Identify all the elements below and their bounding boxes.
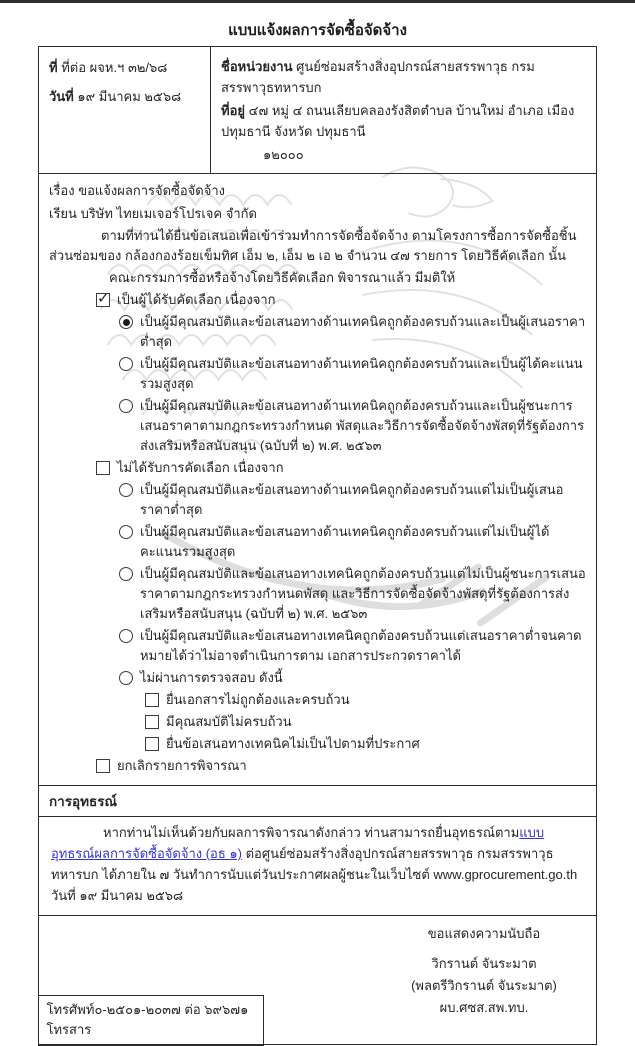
appeal-header-label: การอุทธรณ์ (49, 794, 118, 809)
date-value: ๑๙ มีนาคม ๒๕๖๘ (77, 89, 182, 104)
radio-selected-reason-2[interactable] (119, 357, 133, 371)
signer-position: ผบ.ศซส.สพ.ทบ. (439, 1000, 529, 1015)
document-title: แบบแจ้งผลการจัดซื้อจัดจ้าง (228, 22, 407, 39)
signer-name-full: (พลตรีวิกรานต์ จันระมาต) (411, 978, 557, 993)
option-row (119, 564, 586, 624)
signature-row (39, 915, 596, 1044)
ref-value: ที่ต่อ ผจห.ฯ ๓๒/๖๘ (61, 60, 168, 75)
to-value: บริษัท ไทยเมเจอร์โปรเจค จำกัด (80, 206, 257, 221)
option-row (119, 626, 586, 666)
technical-noncompliant-label: ยื่นข้อเสนอทางเทคนิคไม่เป็นไปตามที่ประกาศ (166, 736, 420, 751)
radio-not-selected-reason-2[interactable] (119, 525, 133, 539)
not-selected-reason-4-label: เป็นผู้มีคุณสมบัติและข้อเสนอทางเทคนิคถูกต้องครบถ้วนแต่เสนอราคาต่ำจนคาดหมายได้ว่าไม่อาจดำเนินการตาม เอกสารประกวดราคาได้ (140, 628, 582, 663)
phone-value: ๐-๒๕๐๑-๒๐๓๗ ต่อ ๖๙๖๗๑ (94, 1001, 249, 1017)
to-label: เรียน (49, 206, 77, 221)
signer-name: วิกรานต์ จันระมาต (431, 956, 537, 971)
selected-reason-2-label: เป็นผู้มีคุณสมบัติและข้อเสนอทางด้านเทคนิคถูกต้องครบถ้วนและเป็นผู้ได้คะแนนรวมสูงสุด (140, 356, 583, 391)
selected-reason-1-label: เป็นผู้มีคุณสมบัติและข้อเสนอทางด้านเทคนิคถูกต้องครบถ้วนและเป็นผู้เสนอราคาต่ำสุด (140, 314, 586, 349)
option-row (119, 354, 586, 394)
not-selected-reason-3-label: เป็นผู้มีคุณสมบัติและข้อเสนอทางเทคนิคถูกต้องครบถ้วนแต่ไม่เป็นผู้ชนะการเสนอราคาตามกฎกระทรวงกำหนดพัสดุ และวิธีการจัดซื้อจัดจ้างพัสดุที่รัฐต้องการส่งเสริมหรือสนับสนุน (ฉบับที่ ๒) พ.ศ. ๒๕๖๓ (140, 566, 586, 621)
checkbox-docs-incorrect[interactable] (145, 693, 159, 707)
radio-selected-reason-1[interactable] (119, 315, 133, 329)
appeal-section-body (39, 816, 596, 915)
phone-label: โทรศัพท์ (46, 1001, 95, 1017)
option-row (119, 522, 586, 562)
agency-cell (211, 47, 596, 173)
option-row (145, 690, 586, 710)
checkbox-cancel-item[interactable] (96, 759, 110, 773)
not-selected-reason-2-label: เป็นผู้มีคุณสมบัติและข้อเสนอทางด้านเทคนิคถูกต้องครบถ้วนแต่ไม่เป็นผู้ได้คะแนนรวมสูงสุด (140, 524, 550, 559)
intro-paragraph: ตามที่ท่านได้ยื่นข้อเสนอเพื่อเข้าร่วมทำการจัดซื้อจัดจ้าง ตามโครงการซื้อการจัดซื้อชิ้นส่วนซ่อมของ กล้องกองร้อยเข็มทิศ เอ็ม ๒, เอ็ม ๒ เอ ๒ จำนวน ๔๗ รายการ โดยวิธีคัดเลือก นั้น (49, 228, 577, 263)
checkbox-technical-noncompliant[interactable] (145, 737, 159, 751)
doc-ref-cell (39, 47, 211, 173)
header-row (39, 47, 596, 173)
checkbox-selected-group[interactable] (96, 293, 110, 307)
option-row (119, 396, 586, 456)
option-row (145, 734, 586, 754)
option-row (96, 290, 586, 310)
fax-label: โทรสาร (46, 1021, 92, 1037)
fail-inspection-label: ไม่ผ่านการตรวจสอบ ดังนี้ (140, 670, 283, 685)
selected-reason-3-label: เป็นผู้มีคุณสมบัติและข้อเสนอทางด้านเทคนิคถูกต้องครบถ้วนและเป็นผู้ชนะการเสนอราคาตามกฎกระทรวงกำหนด พัสดุและวิธีการจัดซื้อจัดจ้างพัสดุที่รัฐต้องการส่งเสริมหรือสนับสนุน (ฉบับที่ ๒) พ.ศ. ๒๕๖๓ (140, 398, 585, 453)
appeal-form-link[interactable]: แบบอุทธรณ์ผลการจัดซื้อจัดจ้าง (อธ ๑) (51, 825, 545, 861)
agency-value: ศูนย์ซ่อมสร้างสิ่งอุปกรณ์สายสรรพาวุธ กรมสรรพาวุธทหารบก (221, 59, 535, 95)
appeal-text-before: หากท่านไม่เห็นด้วยกับผลการพิจารณาดังกล่าว ท่านสามารถยื่นอุทธรณ์ตาม (103, 825, 520, 840)
committee-line: คณะกรรมการซื้อหรือจ้างโดยวิธีคัดเลือก พิจารณาแล้ว มีมติให้ (109, 270, 456, 285)
not-selected-group-label: ไม่ได้รับการคัดเลือก เนื่องจาก (117, 460, 284, 475)
signature-block (339, 924, 629, 1018)
docs-incorrect-label: ยื่นเอกสารไม่ถูกต้องและครบถ้วน (166, 692, 350, 707)
appeal-section-header (39, 785, 596, 816)
radio-not-selected-reason-3[interactable] (119, 567, 133, 581)
radio-selected-reason-3[interactable] (119, 399, 133, 413)
date-label: วันที่ (49, 89, 74, 104)
radio-not-selected-reason-4[interactable] (119, 629, 133, 643)
radio-fail-inspection[interactable] (119, 671, 133, 685)
form-table (38, 46, 597, 1045)
checkbox-qualification-incomplete[interactable] (145, 715, 159, 729)
qualification-incomplete-label: มีคุณสมบัติไม่ครบถ้วน (166, 714, 292, 729)
cancel-item-label: ยกเลิกรายการพิจารณา (117, 758, 247, 773)
subject-value: ขอแจ้งผลการจัดซื้อจัดจ้าง (78, 183, 226, 198)
form-body (39, 173, 596, 785)
appeal-text-after: ต่อศูนย์ซ่อมสร้างสิ่งอุปกรณ์สายสรรพาวุธ กรมสรรพาวุธทหารบก ได้ภายใน ๗ วันทำการนับแต่วันประกาศผลผู้ชนะในเว็บไซต์ www.gprocurement.go.th วันที่ ๑๙ มีนาคม ๒๕๖๘ (51, 846, 578, 903)
option-row (96, 756, 586, 776)
address-label: ที่อยู่ (221, 103, 245, 118)
option-row (119, 480, 586, 520)
not-selected-reason-1-label: เป็นผู้มีคุณสมบัติและข้อเสนอทางด้านเทคนิคถูกต้องครบถ้วนแต่ไม่เป็นผู้เสนอราคาต่ำสุด (140, 482, 564, 517)
ref-label: ที่ (49, 60, 58, 75)
option-row (145, 712, 586, 732)
option-row (119, 312, 586, 352)
radio-not-selected-reason-1[interactable] (119, 483, 133, 497)
subject-label: เรื่อง (49, 183, 75, 198)
appeal-paragraph (51, 822, 584, 906)
address-value: ๔๗ หมู่ ๔ ถนนเลียบคลองรังสิตตำบล บ้านใหม่ อำเภอ เมืองปทุมธานี จังหวัด ปทุมธานี (221, 103, 575, 139)
selected-group-label: เป็นผู้ได้รับคัดเลือก เนื่องจาก (117, 292, 276, 307)
address-postcode: ๑๒๐๐๐ (263, 147, 304, 162)
salutation: ขอแสดงความนับถือ (427, 926, 541, 941)
option-row (96, 458, 586, 478)
option-row (119, 668, 586, 688)
agency-label: ชื่อหน่วยงาน (221, 59, 293, 74)
contact-box (38, 995, 264, 1046)
checkbox-not-selected-group[interactable] (96, 461, 110, 475)
